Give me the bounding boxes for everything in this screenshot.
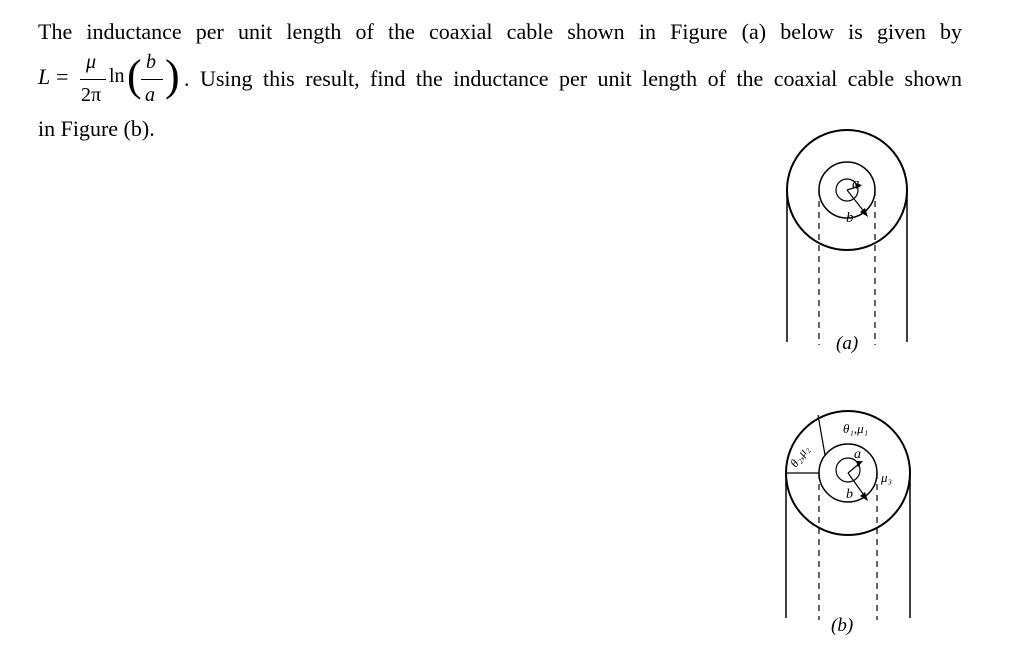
- figure-b-divider-top: [818, 415, 825, 455]
- problem-text-line-2: . Using this result, find the inductance per unit length of the coaxial cable shown: [184, 66, 962, 91]
- formula-lhs: L: [38, 64, 51, 89]
- figure-b-caption: (b): [831, 615, 854, 636]
- figure-b-label-mu3: μ₃: [881, 470, 893, 485]
- figure-a-label-b: b: [846, 210, 854, 226]
- figure-b-label-a: a: [854, 447, 861, 462]
- figure-b-label-theta1-mu1: θ₁,μ₁: [843, 421, 869, 436]
- formula-left-paren: (: [127, 51, 142, 100]
- formula-right-paren: ): [165, 51, 180, 100]
- figure-b-label-b: b: [846, 487, 853, 502]
- figure-b-label-theta2-mu2: θ₂,μ₂: [786, 442, 812, 470]
- formula-two-pi: 2π: [81, 84, 102, 106]
- formula-ln: ln: [109, 65, 125, 87]
- formula-a: a: [145, 84, 155, 106]
- problem-text-line-3: in Figure (b).: [38, 116, 155, 141]
- problem-text-line-1: The inductance per unit length of the coaxial cable shown in Figure (a) below is given by: [38, 19, 962, 44]
- figure-a-caption: (a): [836, 333, 859, 354]
- formula-mu: μ: [86, 51, 97, 73]
- formula-b: b: [146, 51, 156, 73]
- figure-a-label-a: a: [852, 176, 860, 192]
- formula-equals: =: [56, 64, 69, 89]
